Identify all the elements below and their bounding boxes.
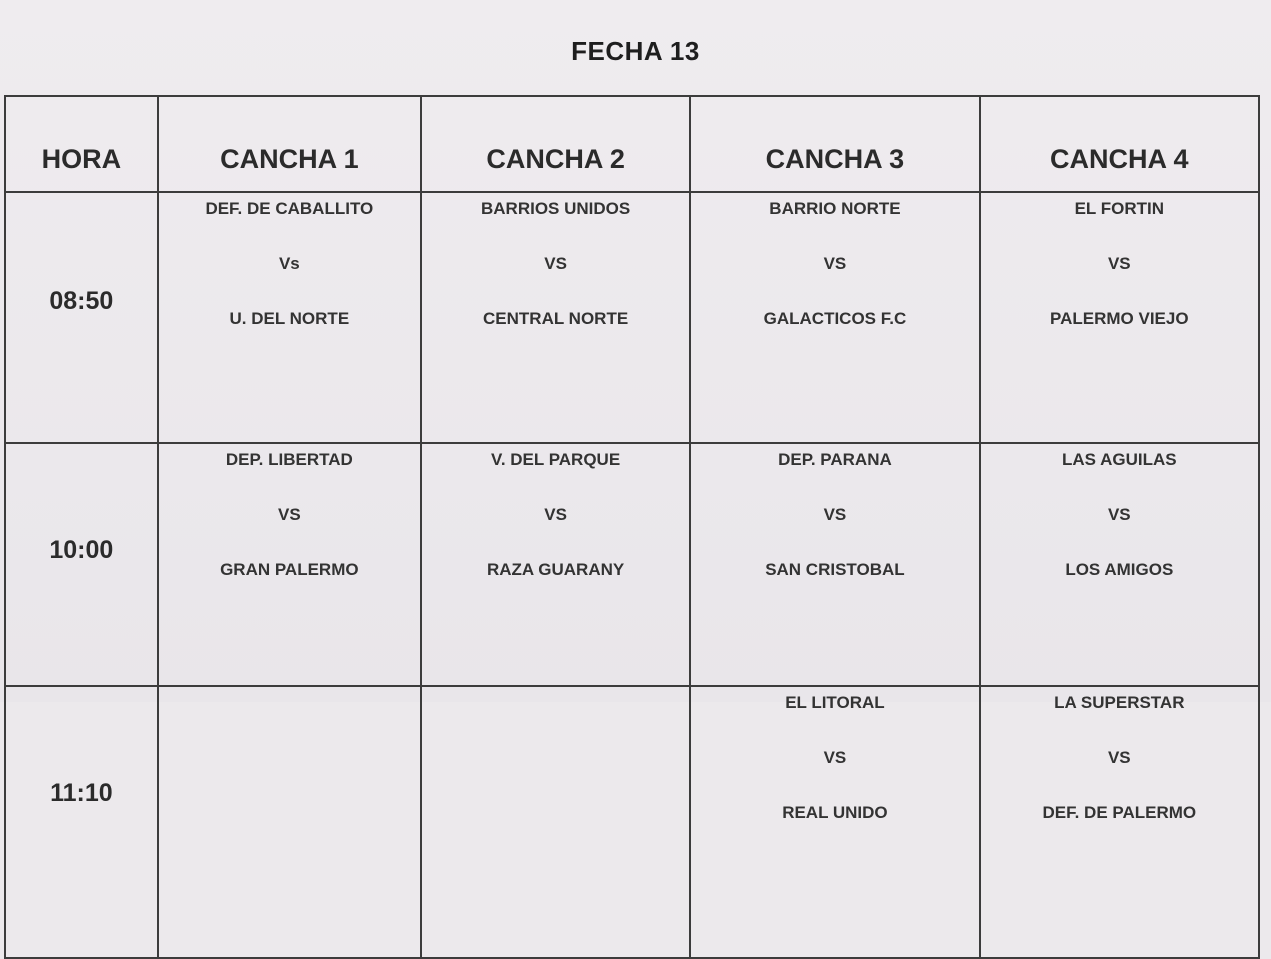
match [159,193,420,329]
match-cell [980,443,1259,686]
away-team: U. DEL NORTE [229,309,350,328]
home-team: DEP. PARANA [778,450,892,469]
empty-cell [421,686,690,958]
match [159,444,420,580]
home-team: LAS AGUILAS [1062,450,1177,469]
match [422,193,689,329]
home-team: EL FORTIN [1074,199,1165,218]
versus-label: Vs [278,254,300,273]
away-team: RAZA GUARANY [486,560,625,579]
header-cancha-4: CANCHA 4 [980,96,1259,192]
home-team: BARRIOS UNIDOS [480,199,631,218]
versus-label: VS [1107,254,1131,273]
home-team: DEF. DE CABALLITO [205,199,374,218]
away-team: GALACTICOS F.C [763,309,907,328]
table-row [5,686,1259,958]
match-cell [980,192,1259,443]
away-team: DEF. DE PALERMO [1042,803,1197,822]
fixture-table [4,95,1260,959]
away-team: GRAN PALERMO [220,560,359,579]
empty-cell [158,686,421,958]
match [981,444,1258,580]
match-cell [421,443,690,686]
header-cancha-2: CANCHA 2 [421,96,690,192]
versus-label: VS [544,254,567,273]
time-cell: 11:10 [5,686,158,958]
match [691,193,978,329]
match-cell [690,443,979,686]
home-team: EL LITORAL [785,693,885,712]
match [981,687,1258,823]
versus-label: VS [823,254,847,273]
home-team: LA SUPERSTAR [1054,693,1185,712]
versus-label: VS [823,505,847,524]
match [981,193,1258,329]
match-cell [158,443,421,686]
away-team: SAN CRISTOBAL [765,560,905,579]
match-cell [690,686,979,958]
time-cell: 08:50 [5,192,158,443]
match [691,687,978,823]
header-row [5,96,1259,192]
home-team: DEP. LIBERTAD [225,450,353,469]
away-team: CENTRAL NORTE [483,309,629,328]
match-cell [690,192,979,443]
versus-label: VS [1107,505,1131,524]
home-team: V. DEL PARQUE [491,450,621,469]
match-cell [980,686,1259,958]
time-cell: 10:00 [5,443,158,686]
versus-label: VS [278,505,301,524]
header-hora: HORA [5,96,158,192]
header-cancha-3: CANCHA 3 [690,96,979,192]
versus-label: VS [823,748,847,767]
header-cancha-1: CANCHA 1 [158,96,421,192]
away-team: LOS AMIGOS [1065,560,1174,579]
match-cell [421,192,690,443]
table-row [5,443,1259,686]
page-title: FECHA 13 [571,36,700,66]
table-row [5,192,1259,443]
away-team: REAL UNIDO [782,803,888,822]
match [691,444,978,580]
versus-label: VS [544,505,567,524]
away-team: PALERMO VIEJO [1050,309,1189,328]
match-cell [158,192,421,443]
home-team: BARRIO NORTE [769,199,901,218]
match [422,444,689,580]
versus-label: VS [1107,748,1131,767]
